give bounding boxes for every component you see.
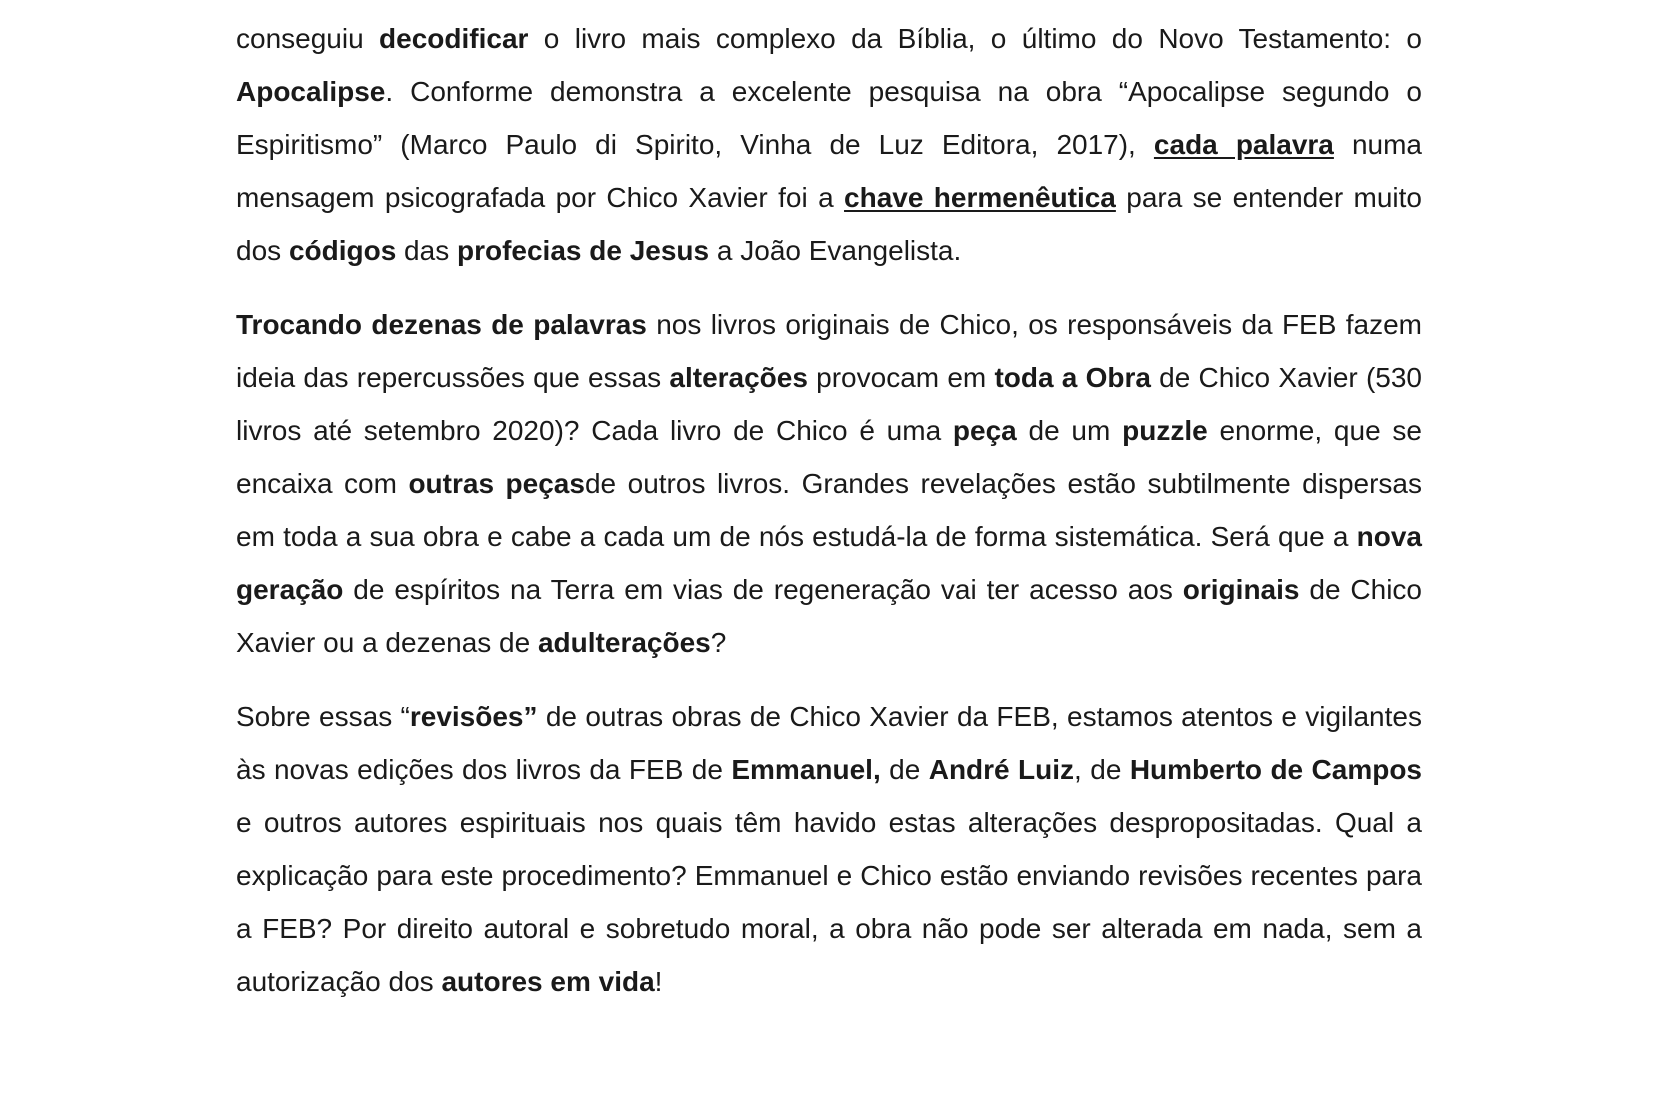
bold-text: outras peças — [408, 468, 585, 499]
text-run: de outras obras de Chico Xavier da FEB, estamos atentos e vigilantes às novas edições dos livros da FEB de — [236, 701, 1422, 785]
bold-text: puzzle — [1122, 415, 1208, 446]
text-run: a João Evangelista. — [709, 235, 962, 266]
bold-text: Humberto de Campos — [1129, 754, 1423, 785]
bold-text: Apocalipse — [236, 76, 386, 107]
bold-underlined-text: chave hermenêutica — [844, 182, 1116, 213]
text-run: ! — [654, 966, 663, 997]
bold-text: peça — [952, 415, 1017, 446]
text-run: de espíritos na Terra em vias de regeneração vai ter acesso aos — [343, 574, 1183, 605]
text-run: numa mensagem psicografada por Chico Xavier foi a — [236, 129, 1423, 213]
paragraph-2 — [236, 298, 1422, 669]
bold-text: profecias de Jesus — [456, 235, 710, 266]
text-run: e outros autores espirituais nos quais têm havido estas alterações despropositadas. Qual a explicação para este procedimento? Emmanuel e Chico estão enviando revisões recentes para a FEB? Por direito autoral e sobretudo moral, a obra não pode ser alterada em nada, sem a autorização dos — [236, 807, 1422, 997]
bold-underlined-text: cada palavra — [1153, 129, 1334, 160]
text-run: nos livros originais de Chico, os responsáveis da FEB fazem ideia das repercussões que essas — [236, 309, 1422, 393]
text-run: de um — [1016, 415, 1123, 446]
bold-text: nova geração — [236, 521, 1422, 605]
bold-text: adulterações — [537, 627, 711, 658]
bold-text: toda a Obra — [994, 362, 1151, 393]
body-text — [236, 12, 1422, 1008]
text-run: de outros livros. Grandes revelações estão subtilmente dispersas em toda a sua obra e cabe a cada um de nós estudá-la de forma sistemática. Será que a — [236, 468, 1422, 552]
paragraph-1 — [236, 12, 1422, 277]
bold-text: Trocando dezenas de palavras — [236, 309, 647, 340]
text-run: provocam em — [807, 362, 995, 393]
text-run: o livro mais complexo da Bíblia, o último do Novo Testamento: o — [528, 23, 1422, 54]
bold-text: códigos — [288, 235, 397, 266]
text-run: para se entender muito dos — [236, 182, 1422, 266]
text-run: ? — [710, 627, 727, 658]
bold-text: autores em vida — [441, 966, 655, 997]
text-run: , de — [1074, 754, 1130, 785]
bold-text: originais — [1182, 574, 1300, 605]
text-run: . Conforme demonstra a excelente pesquisa na obra “Apocalipse segundo o Espiritismo” (Marco Paulo di Spirito, Vinha de Luz Editora, 2017), — [236, 76, 1422, 160]
text-run: Sobre essas “ — [236, 701, 410, 732]
bold-text: Emmanuel, — [731, 754, 881, 785]
text-run: conseguiu — [236, 23, 380, 54]
bold-text: decodificar — [379, 23, 529, 54]
text-run: enorme, que se encaixa com — [236, 415, 1422, 499]
text-run: de — [880, 754, 929, 785]
text-run: das — [396, 235, 457, 266]
text-run: de Chico Xavier ou a dezenas de — [236, 574, 1422, 658]
text-run: de Chico Xavier (530 livros até setembro 2020)? Cada livro de Chico é uma — [236, 362, 1422, 446]
paragraph-3 — [236, 690, 1422, 1008]
bold-text: revisões” — [409, 701, 538, 732]
bold-text: alterações — [669, 362, 808, 393]
bold-text: André Luiz — [928, 754, 1075, 785]
